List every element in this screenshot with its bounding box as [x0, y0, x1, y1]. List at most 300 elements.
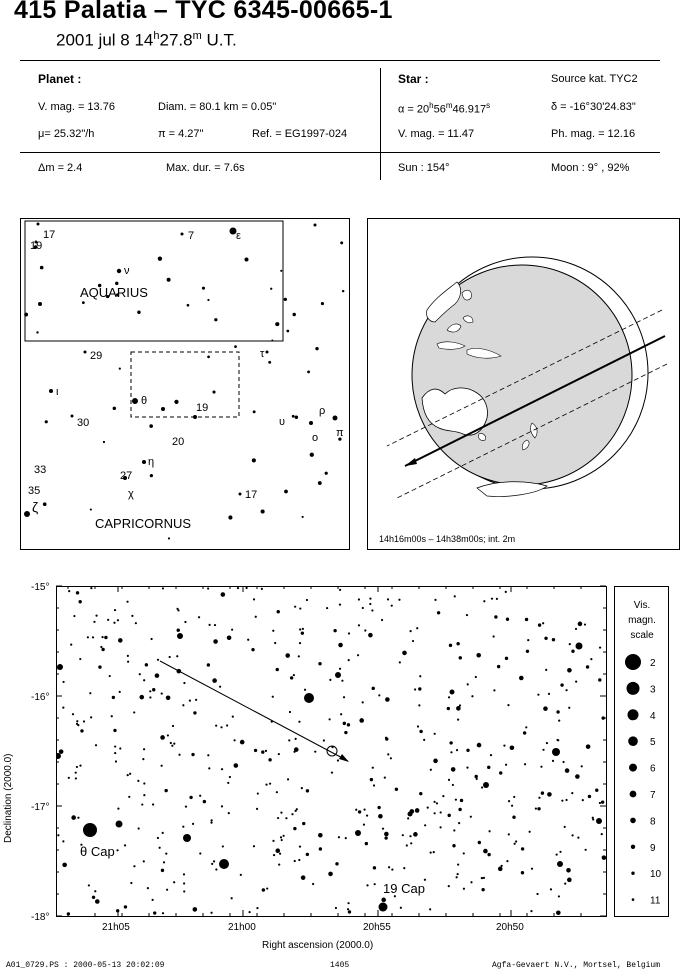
star-dot	[318, 833, 323, 838]
star-dot	[272, 630, 274, 632]
star-dot	[410, 630, 412, 632]
star-dot	[450, 751, 452, 753]
star-dot	[347, 902, 349, 904]
star-dot	[285, 817, 287, 819]
legend-label: 6	[650, 763, 656, 775]
star-dot	[112, 696, 115, 699]
star-dot	[511, 805, 513, 807]
star-dot	[448, 696, 450, 698]
legend-dot	[631, 845, 635, 849]
star-dot	[483, 849, 488, 854]
sun-elongation: Sun : 154°	[398, 162, 450, 174]
constellation-aquarius: AQUARIUS	[80, 285, 148, 300]
star-dot	[221, 592, 226, 597]
star-dot	[256, 808, 258, 810]
star-dot	[447, 814, 450, 817]
star-dot	[192, 823, 194, 825]
star-dot	[195, 699, 197, 701]
star-dot	[169, 656, 171, 658]
star-dot	[306, 789, 309, 792]
star-dot	[519, 676, 524, 681]
star-dot	[269, 783, 271, 785]
star-dot	[556, 710, 559, 713]
star-dot	[133, 711, 135, 713]
star-dot	[344, 731, 347, 734]
star-dot	[301, 787, 303, 789]
star-dot	[261, 588, 263, 590]
star-dot	[254, 749, 257, 752]
star-dot	[493, 635, 495, 637]
star-dot	[173, 743, 175, 745]
star-dot	[315, 347, 318, 350]
star-dot	[295, 415, 298, 418]
star-dot	[133, 865, 135, 867]
star-dot	[325, 472, 328, 475]
star-dot	[101, 636, 103, 638]
star-dot	[382, 828, 384, 830]
star-dot	[552, 638, 555, 641]
star-dot	[268, 758, 271, 761]
star-dot	[374, 883, 376, 885]
star-dot	[75, 777, 77, 779]
star-dot	[494, 615, 497, 618]
x-tick-label: 20h55	[363, 922, 391, 933]
star-dot	[171, 745, 173, 747]
star-dot	[76, 591, 79, 594]
star-dot	[185, 806, 187, 808]
star-dot	[62, 840, 64, 842]
star-source-catalog: Source kat. TYC2	[551, 73, 638, 85]
star-dot	[466, 767, 468, 769]
star-dot	[414, 688, 416, 690]
star-dot	[481, 786, 483, 788]
star-dot	[280, 270, 282, 272]
star-dot	[542, 622, 544, 624]
star-dot	[477, 743, 482, 748]
star-dot	[496, 598, 498, 600]
star-dot	[521, 871, 524, 874]
star-dot	[513, 796, 515, 798]
star-dot	[177, 629, 180, 632]
label-30: 30	[77, 417, 90, 429]
star-dot	[368, 633, 373, 638]
star-dot	[488, 830, 490, 832]
star-dot	[286, 330, 289, 333]
star-dot	[333, 629, 336, 632]
star-dot	[256, 907, 258, 909]
star-dot	[339, 603, 341, 605]
star-dot	[182, 826, 184, 828]
star-dot	[77, 817, 79, 819]
star-dot	[381, 898, 386, 903]
star-dot	[141, 803, 143, 805]
star-dot	[252, 458, 256, 462]
star-dot	[508, 800, 510, 802]
finder-frame	[21, 219, 350, 550]
star-dot	[93, 621, 95, 623]
star-dot	[456, 642, 459, 645]
star-dot	[476, 653, 481, 658]
star-dot	[203, 800, 206, 803]
label-17: 17	[43, 229, 56, 241]
star-dot	[512, 815, 515, 818]
star-dot	[348, 632, 350, 634]
star-dot	[40, 266, 44, 270]
star-dot	[457, 719, 459, 721]
star-dot	[253, 845, 255, 847]
star-dot	[301, 631, 304, 634]
star-dot	[149, 424, 153, 428]
star-dot	[419, 792, 422, 795]
star-dot	[481, 888, 484, 891]
star-dot	[291, 813, 293, 815]
star-dot	[410, 842, 412, 844]
star-dot	[130, 882, 132, 884]
star-dot	[153, 911, 156, 914]
star-dot	[370, 778, 373, 781]
star-dot	[384, 777, 386, 779]
star-dot	[304, 693, 314, 703]
star-dot	[483, 877, 485, 879]
star-dot	[79, 658, 81, 660]
star-dot	[167, 278, 171, 282]
star-dot	[276, 791, 278, 793]
legend-label: 3	[650, 684, 656, 696]
star-dot	[448, 885, 450, 887]
star-dot	[116, 821, 123, 828]
star-dot	[117, 619, 119, 621]
star-dot	[309, 421, 313, 425]
star-dot	[227, 636, 232, 641]
label-27: 27	[120, 470, 133, 482]
star-dot	[459, 704, 461, 706]
label-omicron: ο	[312, 432, 319, 444]
star-dot	[177, 633, 183, 639]
star-dot	[290, 676, 293, 679]
star-dot	[275, 848, 280, 853]
star-dot	[452, 784, 454, 786]
19-cap-label: 19 Cap	[383, 881, 425, 896]
star-dot	[57, 834, 59, 836]
star-dot	[271, 339, 273, 341]
star-dot	[398, 599, 400, 601]
star-dot	[132, 398, 138, 404]
star-dot	[595, 789, 598, 792]
star-dot	[378, 814, 383, 819]
star-dot	[562, 761, 564, 763]
star-dot	[525, 618, 528, 621]
star-dot	[289, 711, 291, 713]
star-dot	[221, 805, 223, 807]
legend-dot	[632, 898, 635, 901]
star-dot	[272, 696, 274, 698]
star-dot	[142, 758, 144, 760]
star-dot	[299, 607, 301, 609]
star-dot	[62, 863, 67, 868]
legend-dot	[630, 791, 637, 798]
star-dot	[294, 606, 296, 608]
star-dot	[213, 860, 215, 862]
star-dot	[103, 441, 105, 443]
star-phmag: Ph. mag. = 12.16	[551, 128, 636, 140]
star-dot	[202, 287, 205, 290]
star-dot	[265, 750, 267, 752]
star-dot	[152, 899, 154, 901]
star-dot	[436, 802, 438, 804]
star-dot	[212, 390, 215, 393]
magnitude-drop: Δm = 2.4	[38, 162, 83, 174]
star-dot	[343, 696, 345, 698]
star-dot	[176, 655, 178, 657]
star-dot	[162, 912, 164, 914]
star-dot	[59, 749, 64, 754]
star-dot	[166, 696, 171, 701]
star-dot	[307, 371, 310, 374]
star-dot	[162, 587, 164, 589]
star-dot	[558, 720, 560, 722]
star-dot	[163, 861, 165, 863]
star-declination: δ = -16°30'24.83"	[551, 101, 636, 113]
star-dot	[434, 733, 436, 735]
star-dot	[117, 269, 121, 273]
star-dot	[503, 745, 505, 747]
star-dot	[62, 707, 64, 709]
star-dot	[527, 639, 529, 641]
star-dot	[229, 776, 231, 778]
star-dot	[466, 614, 468, 616]
star-dot	[328, 872, 333, 877]
legend-dot	[628, 709, 639, 720]
star-dot	[321, 302, 324, 305]
star-dot	[38, 302, 42, 306]
planet-parallax: π = 4.27"	[158, 128, 204, 140]
star-dot	[419, 675, 421, 677]
y-axis-label: Declination (2000.0)	[3, 753, 14, 843]
star-dot	[109, 675, 111, 677]
star-dot	[366, 814, 368, 816]
star-dot	[234, 763, 239, 768]
star-dot	[245, 587, 247, 589]
star-dot	[84, 351, 87, 354]
star-dot	[207, 663, 210, 666]
star-dot	[387, 753, 389, 755]
star-dot	[170, 742, 172, 744]
star-dot	[355, 809, 357, 811]
star-dot	[284, 298, 287, 301]
star-dot	[183, 682, 185, 684]
star-dot	[506, 618, 509, 621]
star-dot	[419, 730, 422, 733]
star-dot	[207, 587, 209, 589]
star-dot	[142, 460, 146, 464]
star-dot	[565, 768, 570, 773]
legend-dot	[627, 682, 640, 695]
footer-credit: Agfa-Gevaert N.V., Mortsel, Belgium	[492, 961, 661, 970]
star-dot	[124, 844, 126, 846]
star-dot	[80, 729, 83, 732]
star-dot	[456, 749, 458, 751]
star-dot	[287, 778, 289, 780]
star-dot	[547, 792, 552, 797]
star-dot	[183, 873, 185, 875]
star-dot	[214, 318, 217, 321]
star-dot	[427, 807, 429, 809]
star-dot	[119, 747, 121, 749]
footer-file: A01_0729.PS : 2000-05-13 20:02:09	[6, 961, 165, 970]
star-dot	[152, 803, 154, 805]
star-dot	[371, 609, 373, 611]
star-dot	[199, 852, 201, 854]
star-dot	[523, 731, 526, 734]
star-dot	[95, 615, 97, 617]
star-dot	[135, 622, 137, 624]
star-dot	[127, 774, 129, 776]
legend-label: 8	[650, 816, 656, 828]
star-dot	[417, 725, 419, 727]
star-dot	[119, 691, 121, 693]
star-dot	[278, 753, 280, 755]
legend-title-3: scale	[630, 630, 654, 641]
star-dot	[381, 619, 383, 621]
legend-label: 4	[650, 710, 656, 722]
star-dot	[571, 834, 573, 836]
star-dot	[459, 656, 462, 659]
star-dot	[119, 368, 121, 370]
star-dot	[90, 508, 92, 510]
star-dot	[139, 673, 141, 675]
star-dot	[302, 628, 304, 630]
star-dot	[275, 322, 279, 326]
star-dot	[298, 859, 300, 861]
star-dot	[430, 851, 432, 853]
star-dot	[433, 759, 438, 764]
star-dot	[577, 837, 579, 839]
star-dot	[410, 809, 415, 814]
label-20: 20	[172, 436, 185, 448]
star-dot	[601, 800, 604, 803]
star-dot	[306, 853, 309, 856]
star-dot	[302, 822, 305, 825]
star-dot	[538, 623, 541, 626]
star-dot	[49, 389, 53, 393]
star-dot	[79, 765, 81, 767]
star-dot	[358, 810, 361, 813]
star-dot	[582, 799, 584, 801]
19-cap-star	[379, 903, 388, 912]
star-dot	[575, 681, 577, 683]
star-dot	[423, 739, 425, 741]
star-dot	[335, 862, 338, 865]
star-dot	[213, 639, 218, 644]
star-dot	[363, 808, 365, 810]
star-vmag: V. mag. = 11.47	[398, 128, 475, 140]
label-theta: θ	[141, 395, 148, 407]
star-dot	[598, 678, 601, 681]
star-dot	[90, 716, 92, 718]
star-dot	[453, 829, 455, 831]
star-dot	[211, 819, 213, 821]
star-dot	[369, 603, 371, 605]
star-dot	[219, 859, 229, 869]
star-dot	[557, 861, 563, 867]
star-dot	[507, 704, 509, 706]
star-dot	[329, 679, 331, 681]
star-dot	[406, 844, 408, 846]
star-dot	[415, 808, 420, 813]
star-dot	[266, 351, 269, 354]
star-dot	[463, 888, 465, 890]
star-dot	[57, 668, 59, 670]
star-dot	[191, 753, 194, 756]
star-dot	[266, 887, 268, 889]
star-dot	[293, 313, 296, 316]
star-dot	[210, 912, 212, 914]
star-heading: Star :	[398, 72, 429, 86]
y-tick-label: -18°	[31, 912, 50, 923]
star-dot	[413, 832, 418, 837]
star-dot	[43, 502, 47, 506]
star-dot	[390, 757, 392, 759]
star-dot	[430, 769, 432, 771]
star-dot	[592, 817, 594, 819]
star-dot	[531, 868, 533, 870]
legend-dot	[630, 818, 636, 824]
star-dot	[454, 595, 456, 597]
star-dot	[221, 768, 223, 770]
star-dot	[270, 288, 272, 290]
star-dot	[557, 739, 559, 741]
star-dot	[114, 609, 116, 611]
star-dot	[369, 598, 371, 600]
star-dot	[514, 843, 516, 845]
star-dot	[510, 745, 515, 750]
star-dot	[268, 361, 271, 364]
star-dot	[45, 420, 48, 423]
star-dot	[347, 723, 350, 726]
star-dot	[524, 763, 526, 765]
star-dot	[231, 629, 233, 631]
star-dot	[165, 853, 167, 855]
star-dot	[540, 766, 542, 768]
star-dot	[475, 775, 478, 778]
star-dot	[232, 715, 234, 717]
star-dot	[384, 832, 389, 837]
star-dot	[128, 796, 130, 798]
star-dot	[95, 899, 100, 904]
star-dot	[117, 808, 119, 810]
star-dot	[448, 779, 450, 781]
star-dot	[467, 683, 469, 685]
star-dot	[329, 718, 331, 720]
star-dot	[240, 874, 242, 876]
star-dot	[548, 693, 550, 695]
finder-chart	[20, 218, 350, 550]
star-dot	[92, 636, 94, 638]
star-dot	[283, 835, 285, 837]
star-dot	[294, 860, 296, 862]
label-nu: ν	[124, 265, 130, 277]
star-dot	[126, 601, 128, 603]
star-dot	[237, 587, 239, 589]
star-dot	[215, 725, 217, 727]
star-dot	[298, 721, 300, 723]
max-duration: Max. dur. = 7.6s	[166, 162, 245, 174]
star-dot	[552, 748, 560, 756]
star-dot	[543, 706, 548, 711]
star-dot	[424, 824, 426, 826]
star-dot	[508, 833, 510, 835]
star-dot	[585, 849, 587, 851]
